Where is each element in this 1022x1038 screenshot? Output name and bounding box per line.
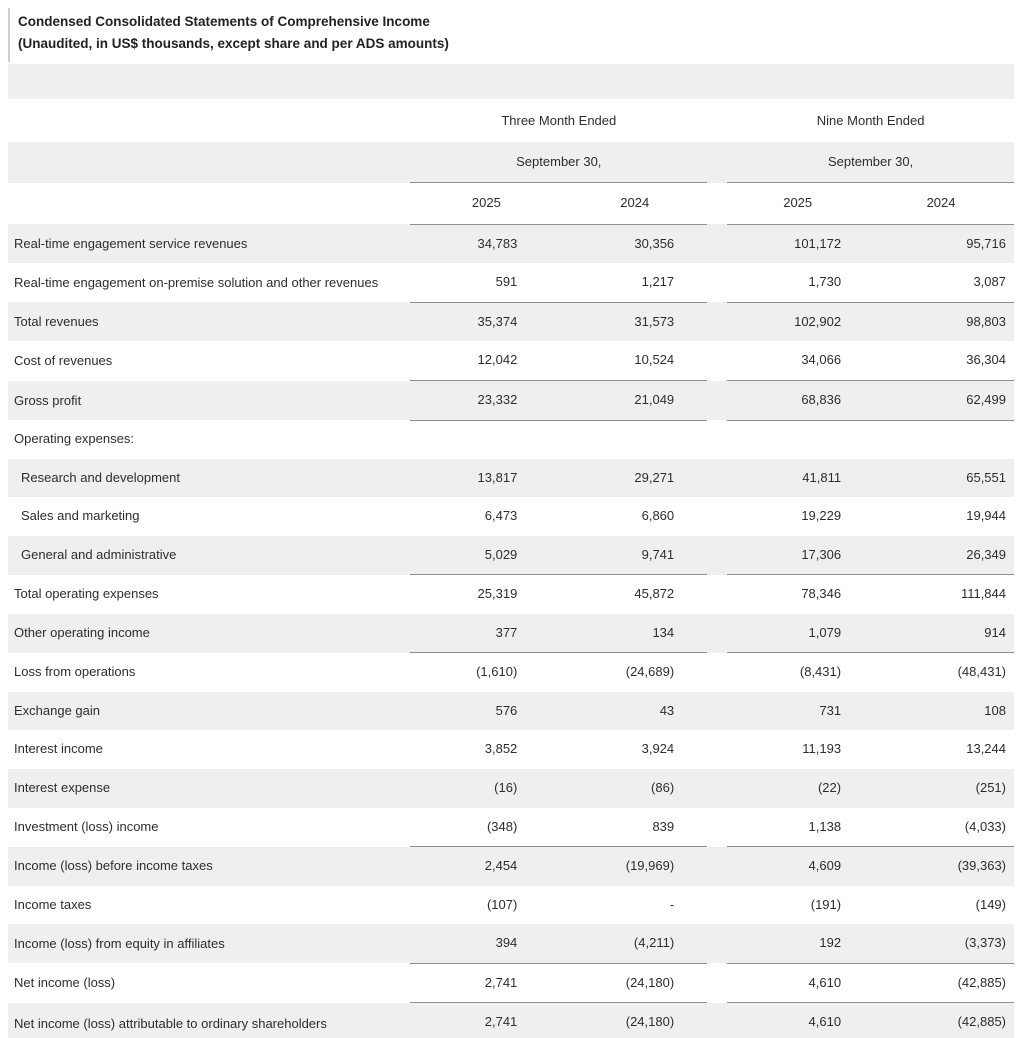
period-header-three-month: September 30, <box>410 142 707 183</box>
table-row <box>8 497 1014 536</box>
cell-value: (4,033) <box>868 808 1014 847</box>
column-spacer <box>707 847 727 886</box>
column-spacer <box>707 341 727 380</box>
year-header: 2025 <box>410 183 562 225</box>
column-spacer <box>707 808 727 847</box>
cell-value: - <box>669 896 675 912</box>
row-label: Total revenues <box>8 302 410 341</box>
column-spacer <box>707 263 727 302</box>
cell-value: 19,229 <box>801 508 842 524</box>
cell-value: 62,499 <box>868 381 1014 421</box>
cell-value <box>868 420 1014 459</box>
cell-value: 2,741 <box>410 963 562 1003</box>
table-row <box>8 847 1014 886</box>
cell-value: 11,193 <box>802 741 842 757</box>
cell-value: 35,374 <box>410 302 562 341</box>
cell-value: (107) <box>486 896 518 912</box>
table-row <box>8 459 1014 498</box>
page-subtitle: (Unaudited, in US$ thousands, except share and per ADS amounts) <box>18 35 449 51</box>
cell-value: (42,885) <box>868 1003 1014 1038</box>
table-row <box>8 730 1014 769</box>
row-label: Operating expenses: <box>14 431 134 447</box>
cell-value: 377 <box>410 614 562 653</box>
column-spacer <box>707 420 727 459</box>
cell-value: 102,902 <box>727 302 868 341</box>
period-group-header-row <box>8 99 1014 142</box>
cell-value: 4,610 <box>727 1003 868 1038</box>
column-spacer <box>707 692 727 731</box>
table-row <box>8 224 1014 263</box>
cell-value: (86) <box>562 769 707 808</box>
cell-value: 6,473 <box>484 508 518 524</box>
table-row <box>8 769 1014 808</box>
cell-value: 1,138 <box>727 808 868 847</box>
cell-value: (149) <box>975 896 1006 912</box>
cell-value <box>727 420 868 459</box>
table-row <box>8 263 1014 302</box>
cell-value: (348) <box>410 808 562 847</box>
table-row <box>8 614 1014 653</box>
column-spacer <box>707 769 727 808</box>
cell-value: (3,373) <box>868 924 1014 963</box>
cell-value: 45,872 <box>634 586 675 602</box>
row-label: Other operating income <box>8 614 410 653</box>
cell-value: 68,836 <box>727 381 868 421</box>
year-header: 2025 <box>727 183 868 225</box>
table-row <box>8 341 1014 380</box>
cell-value: 10,524 <box>562 341 707 380</box>
column-spacer <box>707 1003 727 1038</box>
cell-value: 101,172 <box>727 224 868 263</box>
row-label: Real-time engagement service revenues <box>8 224 410 263</box>
cell-value: 839 <box>562 808 707 847</box>
row-label: Interest income <box>14 741 103 757</box>
cell-value: (24,180) <box>562 1003 707 1038</box>
cell-value: 13,244 <box>966 741 1006 757</box>
row-label: Investment (loss) income <box>14 819 159 835</box>
cell-value: 591 <box>410 263 562 302</box>
cell-value: 29,271 <box>562 459 707 498</box>
table-row <box>8 536 1014 575</box>
row-label: Net income (loss) attributable to ordinary shareholders <box>8 1003 410 1038</box>
row-label: Income (loss) from equity in affiliates <box>8 924 410 963</box>
column-spacer <box>707 497 727 536</box>
table-row <box>8 381 1014 421</box>
cell-value: 1,217 <box>562 263 707 302</box>
cell-value: 31,573 <box>562 302 707 341</box>
cell-value: 111,844 <box>960 586 1006 602</box>
column-spacer <box>707 575 727 614</box>
cell-value: 43 <box>562 692 707 731</box>
column-spacer <box>707 183 727 225</box>
cell-value: 3,852 <box>484 741 518 757</box>
cell-value: (16) <box>410 769 562 808</box>
table-row <box>8 1003 1014 1038</box>
cell-value: 23,332 <box>410 381 562 421</box>
row-label: Sales and marketing <box>21 508 140 524</box>
gray-band-row <box>8 64 1014 99</box>
row-label: Loss from operations <box>14 664 136 680</box>
column-spacer <box>707 886 727 925</box>
cell-value: (22) <box>727 769 868 808</box>
cell-value: 4,609 <box>727 847 868 886</box>
cell-value: 3,087 <box>868 263 1014 302</box>
cell-value: 13,817 <box>410 459 562 498</box>
cell-value: (48,431) <box>957 664 1006 680</box>
cell-value: 731 <box>727 692 868 731</box>
table-row <box>8 692 1014 731</box>
column-spacer <box>707 653 727 692</box>
cell-value: (39,363) <box>868 847 1014 886</box>
table-row <box>8 886 1014 925</box>
cell-value: 21,049 <box>562 381 707 421</box>
cell-value: 9,741 <box>562 536 707 575</box>
cell-value: 65,551 <box>868 459 1014 498</box>
cell-value: (19,969) <box>562 847 707 886</box>
income-statement-table <box>8 64 1014 1038</box>
col-group-header-nine-month: Nine Month Ended <box>816 113 925 129</box>
column-spacer <box>707 730 727 769</box>
cell-value: (42,885) <box>868 963 1014 1003</box>
column-spacer <box>707 302 727 341</box>
cell-value: 4,610 <box>727 963 868 1003</box>
cell-value: 36,304 <box>868 341 1014 380</box>
page-title: Condensed Consolidated Statements of Comprehensive Income <box>18 14 430 29</box>
cell-value <box>562 420 707 459</box>
cell-value: 34,783 <box>410 224 562 263</box>
cell-value: 3,924 <box>641 741 675 757</box>
cell-value: 41,811 <box>727 459 868 498</box>
cell-value: 5,029 <box>410 536 562 575</box>
cell-value: 78,346 <box>801 586 842 602</box>
cell-value: 192 <box>727 924 868 963</box>
cell-value: (251) <box>868 769 1014 808</box>
table-row <box>8 653 1014 692</box>
table-row <box>8 420 1014 459</box>
cell-value: 914 <box>868 614 1014 653</box>
cell-value: 34,066 <box>727 341 868 380</box>
column-spacer <box>707 142 727 183</box>
cell-value: 30,356 <box>562 224 707 263</box>
column-spacer <box>707 99 727 142</box>
row-label: Cost of revenues <box>14 352 113 368</box>
cell-value: (8,431) <box>799 664 842 680</box>
title-block <box>8 8 1014 62</box>
cell-value: (1,610) <box>476 664 518 680</box>
cell-value: (24,180) <box>562 963 707 1003</box>
table-row <box>8 924 1014 963</box>
cell-value: (191) <box>810 896 842 912</box>
cell-value: 17,306 <box>727 536 868 575</box>
cell-value: 108 <box>868 692 1014 731</box>
col-group-header-three-month: Three Month Ended <box>501 113 617 129</box>
row-label: Interest expense <box>8 769 410 808</box>
cell-value: 394 <box>410 924 562 963</box>
cell-value: 19,944 <box>966 508 1006 524</box>
column-spacer <box>707 963 727 1003</box>
cell-value: (4,211) <box>562 924 707 963</box>
row-label: Total operating expenses <box>14 586 159 602</box>
table-row <box>8 963 1014 1003</box>
cell-value: 26,349 <box>868 536 1014 575</box>
column-spacer <box>707 536 727 575</box>
cell-value: 25,319 <box>477 586 518 602</box>
column-spacer <box>707 224 727 263</box>
cell-value: 95,716 <box>868 224 1014 263</box>
cell-value <box>410 420 562 459</box>
column-spacer <box>707 614 727 653</box>
period-header-nine-month: September 30, <box>727 142 1014 183</box>
table-row <box>8 808 1014 847</box>
cell-value: 6,860 <box>641 508 675 524</box>
table-row <box>8 575 1014 614</box>
row-label: Gross profit <box>8 381 410 421</box>
column-spacer <box>707 459 727 498</box>
row-label: General and administrative <box>8 536 410 575</box>
table-row <box>8 302 1014 341</box>
cell-value: (24,689) <box>625 664 675 680</box>
year-header-row <box>8 183 1014 225</box>
row-label: Real-time engagement on-premise solution and other revenues <box>14 274 379 290</box>
row-label: Exchange gain <box>8 692 410 731</box>
cell-value: 134 <box>562 614 707 653</box>
column-spacer <box>707 381 727 421</box>
row-label: Income taxes <box>14 896 92 912</box>
row-label: Income (loss) before income taxes <box>8 847 410 886</box>
cell-value: 1,079 <box>727 614 868 653</box>
year-header: 2024 <box>562 183 707 225</box>
cell-value: 12,042 <box>410 341 562 380</box>
cell-value: 1,730 <box>727 263 868 302</box>
row-label: Net income (loss) <box>14 975 116 991</box>
row-label: Research and development <box>8 459 410 498</box>
period-date-header-row <box>8 142 1014 183</box>
column-spacer <box>707 924 727 963</box>
cell-value: 98,803 <box>868 302 1014 341</box>
year-header: 2024 <box>868 183 1014 225</box>
cell-value: 2,741 <box>410 1003 562 1038</box>
cell-value: 576 <box>410 692 562 731</box>
cell-value: 2,454 <box>410 847 562 886</box>
